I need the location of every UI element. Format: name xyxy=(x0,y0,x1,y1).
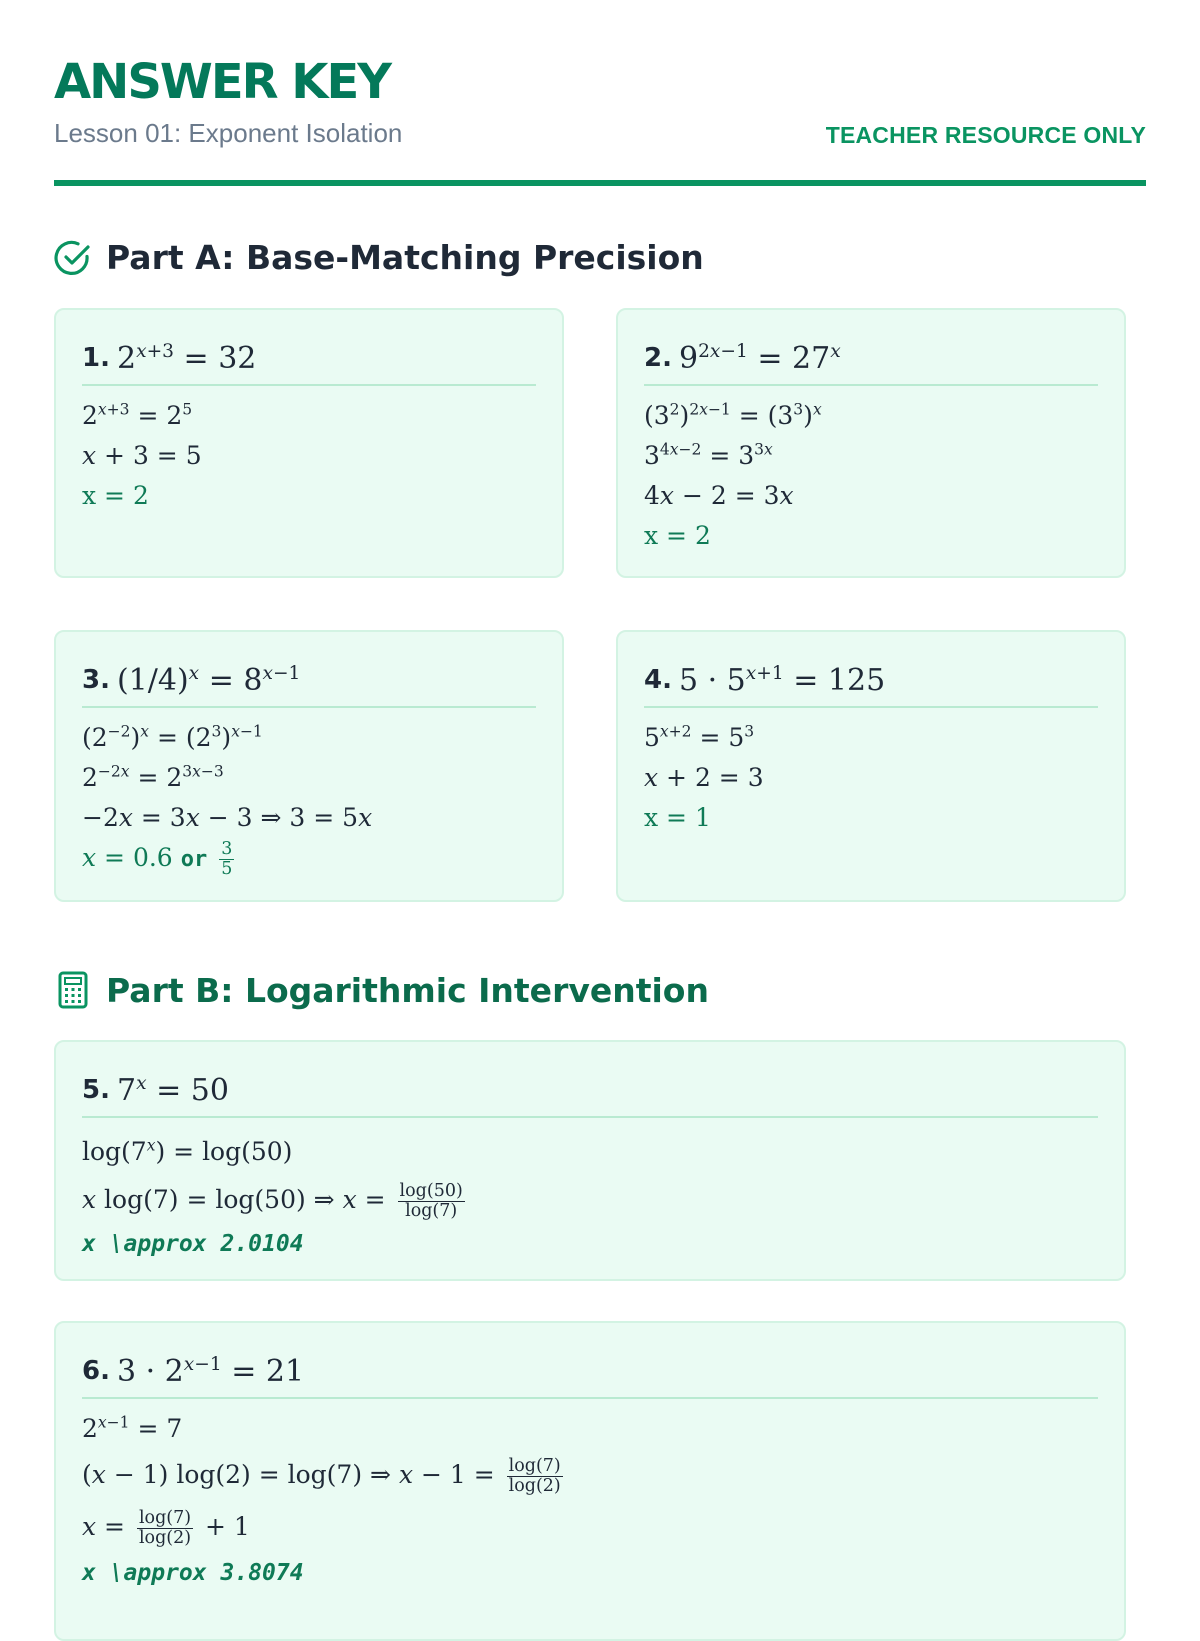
solution-steps: $2^{x-1} = 7$ (x − 1) log(2) = log(7) ⇒ x − 1 = $\frac{\log(7)}{\log(2)}$ x = $\frac{\log(7)}{\log(2)}$ + 1 x \approx 3.8074 xyxy=(82,1399,1098,1593)
header xyxy=(54,0,1146,186)
teacher-only-label: TEACHER RESOURCE ONLY xyxy=(825,122,1146,148)
solution-steps: $(3^2)^{2x-1} = (3^3)^x$ $3^{4x-2} = 3^{3x}$ 4x − 2 = 3x x = 2 xyxy=(644,386,1098,556)
final-answer: x = 2 xyxy=(82,481,149,510)
part-b-heading xyxy=(54,970,709,1010)
final-answer: x \approx 2.0104 xyxy=(82,1231,304,1257)
answer-key-page xyxy=(54,0,1146,1586)
page-title: ANSWER KEY xyxy=(54,54,391,110)
part-b-title: Part B: Logarithmic Intervention xyxy=(106,970,709,1010)
problem-statement: 2. $9^{2x-1} = 27^x$ xyxy=(644,332,1098,386)
header-divider xyxy=(54,180,1146,186)
calculator-icon xyxy=(54,970,92,1010)
problem-card-1 xyxy=(54,308,564,578)
problem-statement: 1. $2^{x+3} = 32$ xyxy=(82,332,536,386)
solution-steps: $(2^{-2})^x = (2^3)^{x-1}$ $2^{-2x} = 2^{3x-3}$ −2x = 3x − 3 ⇒ 3 = 5x x = 0.6 or $\frac{3}{5}$ xyxy=(82,708,536,878)
final-answer: x \approx 3.8074 xyxy=(82,1560,304,1586)
final-answer: x = 2 xyxy=(644,521,711,550)
solution-steps: $2^{x+3} = 2^5$ x + 3 = 5 x = 2 xyxy=(82,386,536,516)
problem-number: 5. xyxy=(82,1075,110,1105)
lesson-subtitle: Lesson 01: Exponent Isolation xyxy=(54,118,403,148)
problem-card-6 xyxy=(54,1321,1126,1641)
problem-number: 4. xyxy=(644,665,672,695)
check-circle-icon xyxy=(54,239,92,277)
solution-steps: $5^{x+2} = 5^3$ x + 2 = 3 x = 1 xyxy=(644,708,1098,838)
problem-number: 2. xyxy=(644,343,672,373)
problem-card-5 xyxy=(54,1040,1126,1281)
part-a-heading xyxy=(54,238,704,277)
problem-statement: 5. $7^x = 50$ xyxy=(82,1064,1098,1118)
problem-statement: 4. $5 \cdot 5^{x+1} = 125$ xyxy=(644,654,1098,708)
problem-number: 6. xyxy=(82,1356,110,1386)
part-a-title: Part A: Base-Matching Precision xyxy=(106,238,704,277)
problem-card-4 xyxy=(616,630,1126,902)
final-answer: x = 0.6 or $\frac{3}{5}$ xyxy=(82,838,233,879)
problem-card-2 xyxy=(616,308,1126,578)
problem-statement: 6. $3 \cdot 2^{x-1} = 21$ xyxy=(82,1345,1098,1399)
problem-number: 3. xyxy=(82,665,110,695)
problem-statement: 3. $(1/4)^x = 8^{x-1}$ xyxy=(82,654,536,708)
problem-card-3 xyxy=(54,630,564,902)
solution-steps: $\log(7^x) = \log(50)$ x log(7) = log(50) ⇒ x = $\frac{\log(50)}{\log(7)}$ x \approx 2.0104 xyxy=(82,1118,1098,1264)
problem-number: 1. xyxy=(82,343,110,373)
final-answer: x = 1 xyxy=(644,803,711,832)
